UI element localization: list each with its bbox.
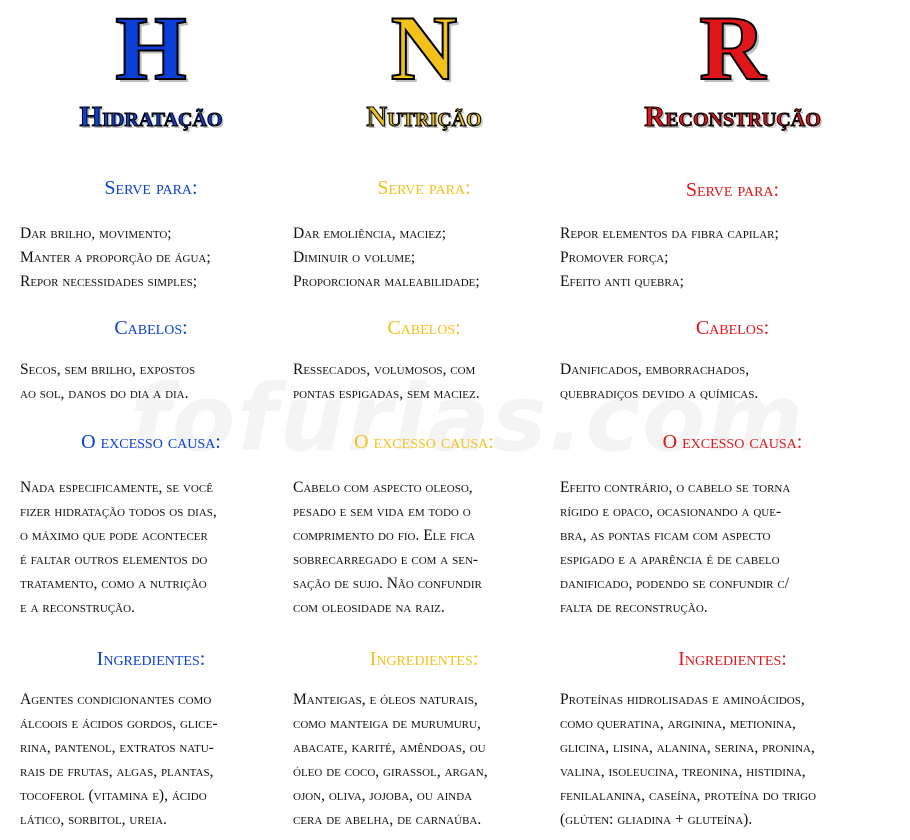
serve-para-heading: Serve para: (104, 177, 198, 199)
title-hidratacao: Hidratação (79, 101, 223, 133)
letter-h: H (115, 0, 187, 99)
excesso-text: Cabelo com aspecto oleoso, pesado e sem vida em todo o comprimento do fio. Ele fica sobrecarregado e com a sen- sação de sujo. Não confundir com oleosidade na raiz. (293, 479, 482, 616)
title-nutricao: Nutrição (366, 101, 482, 133)
excesso-heading: O excesso causa: (354, 431, 494, 453)
ingredientes-heading: Ingredientes: (96, 648, 206, 670)
column-hidratacao (20, 0, 282, 840)
serve-para-text: Dar brilho, movimento; Manter a proporção de água; Repor necessidades simples; (20, 225, 211, 290)
ingredientes-heading: Ingredientes: (369, 648, 479, 670)
cabelos-heading: Cabelos: (695, 317, 770, 339)
excesso-text: Nada especificamente, se você fizer hidratação todos os dias, o máximo que pode acontecer é faltar outros elementos do tratamento, como a nutrição e a reconstrução. (20, 479, 217, 616)
cabelos-heading: Cabelos: (114, 317, 188, 339)
cabelos-text: Ressecados, volumosos, com pontas espigadas, sem maciez. (293, 361, 480, 402)
ingredientes-text: Proteínas hidrolisadas e aminoácidos, como queratina, arginina, metionina, glicina, lisina, alanina, serina, pronina, valina, isoleucina, treonina, histidina, fenilalanina, caseína, proteína do trigo (glúten: gliadina + gluteína). (560, 691, 817, 828)
excesso-heading: O excesso causa: (662, 431, 803, 453)
column-nutricao (293, 0, 555, 840)
cabelos-text: Secos, sem brilho, expostos ao sol, danos do dia a dia. (20, 361, 196, 402)
serve-para-text: Dar emoliência, maciez; Diminuir o volume; Proporcionar maleabilidade; (293, 225, 480, 290)
excesso-text: Efeito contrário, o cabelo se torna rígido e opaco, ocasionando a que- bra, as pontas ficam com aspecto espigado e a aparência é de cabelo danificado, podendo se confundir c/ falta de reconstrução. (560, 479, 791, 616)
excesso-heading: O excesso causa: (81, 431, 221, 453)
ingredientes-heading: Ingredientes: (678, 648, 787, 670)
column-reconstrucao (560, 0, 905, 840)
title-reconstrucao: Reconstrução (644, 101, 821, 133)
serve-para-text: Repor elementos da fibra capilar; Promover força; Efeito anti quebra; (560, 225, 779, 290)
letter-n: N (390, 0, 458, 99)
serve-para-heading: Serve para: (377, 177, 471, 199)
letter-r: R (699, 0, 766, 99)
cabelos-text: Danificados, emborrachados, quebradiços devido a químicas. (560, 361, 759, 402)
ingredientes-text: Manteigas, e óleos naturais, como manteiga de murumuru, abacate, karité, amêndoas, ou óleo de coco, girassol, argan, ojon, oliva, jojoba, ou ainda cera de abelha, de carnaúba. (293, 691, 488, 828)
cabelos-heading: Cabelos: (387, 317, 461, 339)
ingredientes-text: Agentes condicionantes como álcoois e ácidos gordos, glice- rina, pantenol, extratos natu- rais de frutas, algas, plantas, tocoferol (vitamina e), ácido lático, sorbitol, ureia. (20, 691, 218, 828)
serve-para-heading: Serve para: (685, 179, 780, 201)
